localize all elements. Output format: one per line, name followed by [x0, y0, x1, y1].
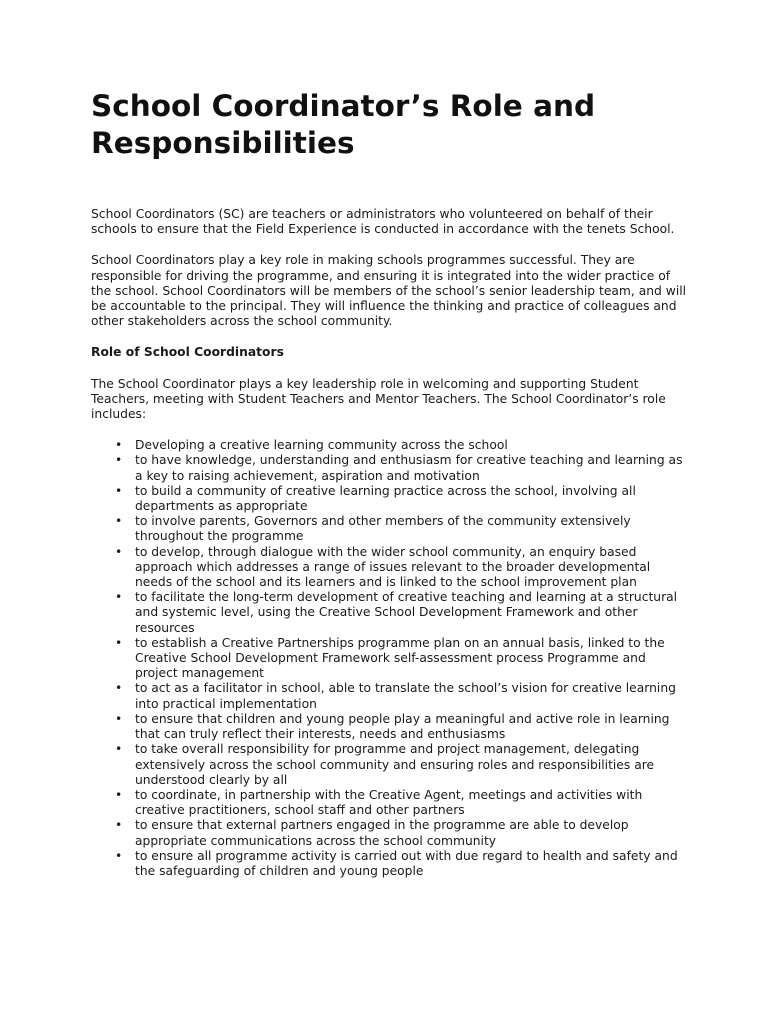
list-item [91, 712, 691, 742]
bullet-icon: • [115, 544, 123, 559]
bullet-icon: • [115, 635, 123, 650]
bullet-icon: • [115, 590, 123, 605]
list-item [91, 438, 691, 453]
bullet-icon: • [115, 711, 123, 726]
list-item-text: Developing a creative learning community across the school [135, 438, 508, 453]
list-item-text: to ensure that external partners engaged in the programme are able to develop appropriate communications across the school community [135, 818, 629, 848]
list-item [91, 484, 691, 514]
responsibilities-list [91, 438, 691, 879]
list-item [91, 636, 691, 682]
list-item-text: to establish a Creative Partnerships programme plan on an annual basis, linked to the Creative School Development Framework self-assessment process Programme and project management [135, 635, 665, 681]
list-item [91, 514, 691, 544]
list-item-text: to facilitate the long-term development of creative teaching and learning at a structural and systemic level, using the Creative School Development Framework and other resources [135, 590, 678, 635]
list-item [91, 545, 691, 591]
bullet-icon: • [115, 848, 123, 863]
bullet-icon: • [115, 514, 123, 529]
list-item-text: to have knowledge, understanding and enthusiasm for creative teaching and learning as a key to raising achievement, aspiration and motivation [135, 453, 683, 483]
bullet-icon: • [115, 681, 123, 696]
page-title: School Coordinator’s Role and Responsibilities [91, 89, 596, 160]
list-item-text: to act as a facilitator in school, able to translate the school’s vision for creative learning into practical implementation [135, 681, 676, 711]
list-item-text: to develop, through dialogue with the wider school community, an enquiry based approach which addresses a range of issues relevant to the broader developmental needs of the school and its learners and is linked to the school improvement plan [135, 544, 651, 590]
list-item [91, 742, 691, 788]
section-heading: Role of School Coordinators [91, 345, 284, 360]
list-item [91, 849, 691, 879]
list-item-text: to take overall responsibility for programme and project management, delegating extensively across the school community and ensuring roles and responsibilities are understood clearly by all [135, 742, 655, 787]
list-item-text: to involve parents, Governors and other members of the community extensively throughout the programme [135, 514, 631, 544]
list-item [91, 681, 691, 711]
section-intro: The School Coordinator plays a key leadership role in welcoming and supporting Student Teachers, meeting with Student Teachers and Mentor Teachers. The School Coordinator’s role includes: [91, 376, 666, 422]
document-page [91, 88, 691, 879]
bullet-icon: • [115, 787, 123, 802]
list-item [91, 453, 691, 483]
list-item [91, 590, 691, 636]
intro-paragraph: School Coordinators (SC) are teachers or administrators who volunteered on behalf of their schools to ensure that the Field Experience is conducted in accordance with the tenets School. [91, 207, 675, 237]
list-item [91, 788, 691, 818]
list-item-text: to ensure all programme activity is carried out with due regard to health and safety and the safeguarding of children and young people [135, 848, 678, 878]
list-item-text: to coordinate, in partnership with the Creative Agent, meetings and activities with creative practitioners, school staff and other partners [135, 787, 643, 818]
list-item-text: to ensure that children and young people play a meaningful and active role in learning that can truly reflect their interests, needs and enthusiasms [135, 711, 670, 742]
bullet-icon: • [115, 483, 123, 498]
list-item-text: to build a community of creative learning practice across the school, involving all departments as appropriate [135, 483, 636, 514]
bullet-icon: • [115, 453, 123, 468]
list-item [91, 818, 691, 848]
bullet-icon: • [115, 818, 123, 833]
intro-paragraph: School Coordinators play a key role in making schools programmes successful. They are responsible for driving the programme, and ensuring it is integrated into the wider practice of the school. School Coordinators will be members of the school’s senior leadership team, and will be accountable to the principal. They will influence the thinking and practice of colleagues and other stakeholders across the school community. [91, 253, 687, 329]
bullet-icon: • [115, 438, 123, 453]
bullet-icon: • [115, 742, 123, 757]
